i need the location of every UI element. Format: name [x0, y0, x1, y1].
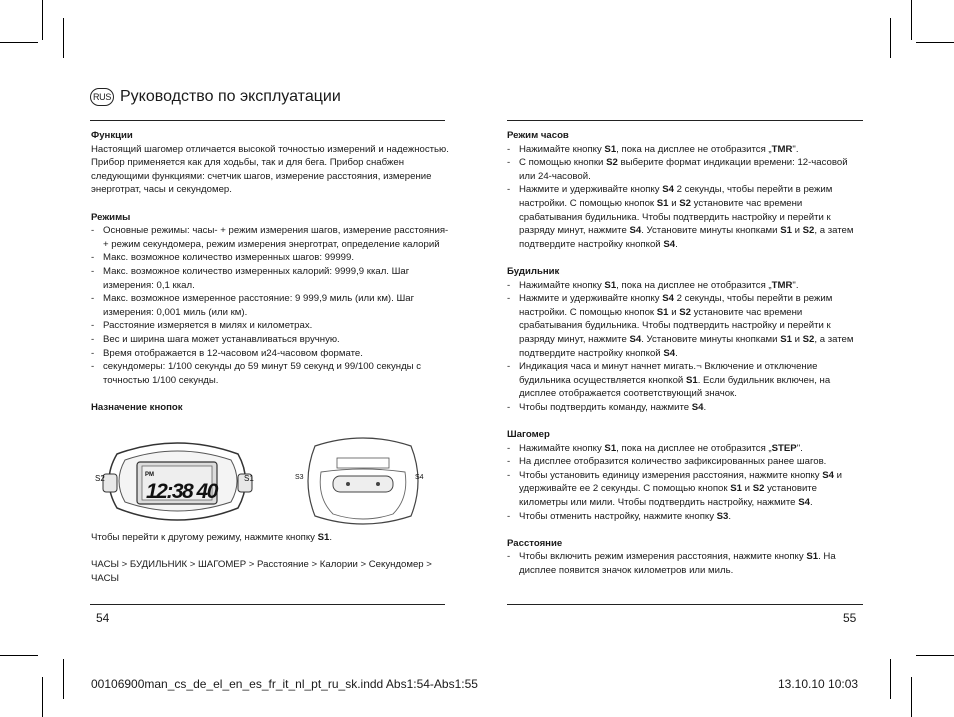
modes-heading: Режимы — [91, 211, 131, 223]
distance-heading: Расстояние — [507, 537, 563, 549]
list-item: - Чтобы отменить настройку, нажмите кнопку S3. — [507, 510, 732, 522]
top-rule-left — [90, 120, 445, 121]
alarm-heading: Будильник — [507, 265, 560, 277]
button-s4 — [376, 482, 380, 486]
button-s3 — [346, 482, 350, 486]
list-item: - Макс. возможное количество измеренных шагов: 99999. — [91, 252, 355, 264]
list-item: - Нажимайте кнопку S1, пока на дисплее не отобразится „STEP". — [507, 442, 803, 454]
right-column — [507, 129, 863, 578]
list-item: - С помощью кнопки S2 выберите формат индикации времени: 12-часовой или 24-часовой. — [507, 157, 848, 182]
lcd-time-display: 12:38 40 — [146, 480, 217, 503]
list-item: - Макс. возможное измеренное расстояние: 9 999,9 миль (или км). Шаг измерения: 0,001 миль (или км). — [91, 293, 415, 318]
mode-sequence: ЧАСЫ > БУДИЛЬНИК > ШАГОМЕР > Расстояние > Калории > Секундомер > ЧАСЫ — [91, 559, 432, 584]
list-item: - секундомеры: 1/100 секунды до 59 минут 59 секунд и 99/100 секунды с точностью 1/100 секунды. — [91, 361, 422, 386]
side-button-left — [103, 474, 117, 492]
page-header — [90, 88, 341, 106]
crop-mark — [0, 42, 38, 43]
crop-mark — [890, 659, 891, 699]
list-item: - Чтобы подтвердить команду, нажмите S4. — [507, 401, 707, 413]
left-bottom-text — [91, 531, 449, 585]
crop-mark — [42, 677, 43, 717]
list-item: - Нажмите и удерживайте кнопку S4 2 секунды, чтобы перейти в режим настройки. С помощью кнопок S1 и S2 установите час времени срабатывания будильника. Чтобы подтвердить настройку и перейти к разряду минут, нажмите S4. Установите минуты кнопками S1 и S2, а затем подтвердите настройку кнопкой S4. — [507, 293, 854, 359]
crop-mark — [911, 0, 912, 40]
list-item: - Вес и ширина шага может устанавливаться вручную. — [91, 333, 340, 345]
list-item: - Нажмите и удерживайте кнопку S4 2 секунды, чтобы перейти в режим настройки. С помощью кнопок S1 и S2 установите час времени срабатывания будильника. Чтобы подтвердить настройку и перейти к разряду минут, нажмите S4. Установите минуты кнопками S1 и S2, а затем подтвердите настройку кнопкой S4. — [507, 184, 854, 250]
list-item: - Нажимайте кнопку S1, пока на дисплее не отобразится „TMR". — [507, 143, 799, 155]
crop-mark — [63, 659, 64, 699]
language-badge: RUS — [90, 88, 114, 106]
pedometer-heading: Шагомер — [507, 429, 550, 441]
bottom-rule-left — [90, 604, 445, 605]
list-item: - Нажимайте кнопку S1, пока на дисплее не отобразится „TMR". — [507, 279, 799, 291]
switch-mode-text: Чтобы перейти к другому режиму, нажмите кнопку S1. — [91, 532, 333, 543]
list-item: - Макс. возможное количество измеренных калорий: 9999,9 ккал. Шаг измерения: 0,1 ккал. — [91, 265, 410, 291]
page-title: Руководство по эксплуатации — [120, 88, 341, 105]
clock-mode-heading: Режим часов — [507, 130, 569, 141]
page-number-left: 54 — [96, 611, 110, 625]
back-button-panel — [333, 476, 393, 492]
page-number-right: 55 — [843, 611, 857, 625]
list-item: - На дисплее отобразится количество зафиксированных ранее шагов. — [507, 456, 827, 468]
crop-mark — [0, 655, 38, 656]
crop-mark — [63, 18, 64, 58]
pedometer-back-illustration — [293, 436, 433, 528]
list-item: - Основные режимы: часы- + режим измерения шагов, измерение расстояния- + режим секундомера, режим измерения энерготрат, определение калорий — [91, 225, 449, 250]
list-item: - Чтобы установить единицу измерения расстояния, нажмите кнопку S4 и удерживайте ее 2 секунды. С помощью кнопок S1 и S2 установите километры или мили. Чтобы подтвердить настройку, нажмите S4. — [507, 469, 843, 509]
list-item: - Индикация часа и минут начнет мигать.¬ Включение и отключение будильника осуществляется кнопкой S1. Если будильник включен, на дисплее отображается соответствующий значок. — [507, 361, 831, 400]
button-label-s4: S4 — [415, 474, 424, 481]
list-item: - Чтобы включить режим измерения расстояния, нажмите кнопку S1. На дисплее появится значок километров или миль. — [507, 551, 836, 576]
crop-mark — [42, 0, 43, 40]
crop-mark — [890, 18, 891, 58]
left-column — [91, 129, 449, 414]
button-label-s1: S1 — [244, 474, 254, 483]
functions-paragraph: Настоящий шагомер отличается высокой точностью измерений и надежностью. Прибор применяется как для ходьбы, так и для бега. Прибор снабжен следующими функциями: счетчик шагов, измерение расстояния, измерение энерготрат, часы и секундомер. — [91, 143, 449, 196]
lcd-pm-label: PM — [145, 472, 154, 478]
top-rule-right — [507, 120, 863, 121]
crop-mark — [916, 42, 954, 43]
crop-mark — [916, 655, 954, 656]
list-item: - Время отображается в 12-часовом и24-часовом формате. — [91, 347, 363, 359]
button-label-s3: S3 — [295, 474, 304, 481]
pedometer-front-illustration — [95, 436, 260, 526]
functions-heading: Функции — [91, 130, 133, 141]
button-label-s2: S2 — [95, 474, 105, 483]
buttons-heading: Назначение кнопок — [91, 401, 183, 413]
list-item: - Расстояние измеряется в милях и километрах. — [91, 320, 313, 332]
file-slug: 00106900man_cs_de_el_en_es_fr_it_nl_pt_ru_sk.indd Abs1:54-Abs1:55 — [91, 677, 478, 691]
back-window — [337, 458, 389, 468]
bottom-rule-right — [507, 604, 863, 605]
file-date: 13.10.10 10:03 — [778, 677, 859, 691]
crop-mark — [911, 677, 912, 717]
